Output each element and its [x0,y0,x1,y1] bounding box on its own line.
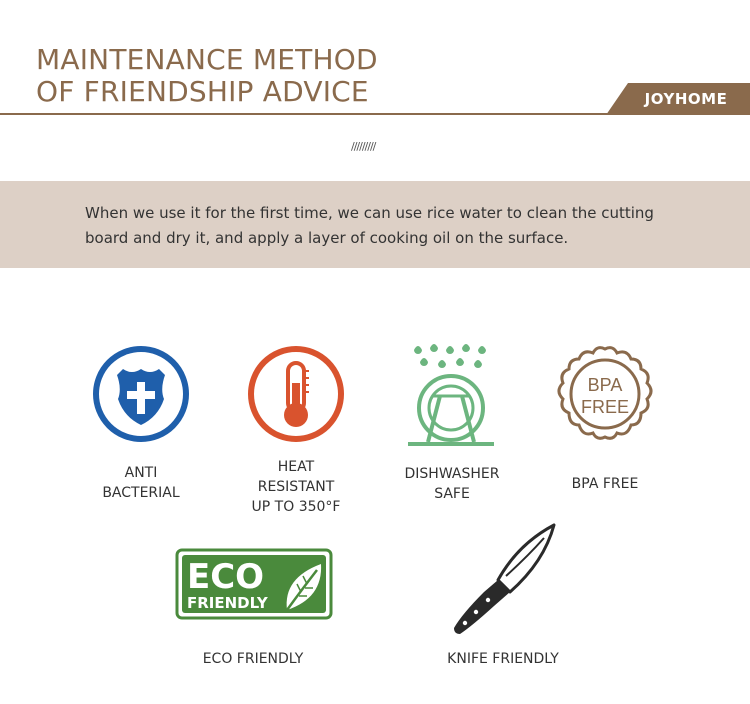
feature-label-anti-bacterial: ANTI BACTERIAL [102,465,180,501]
eco-friendly-icon [175,548,333,620]
decorative-separator: ///////// [351,140,376,153]
feature-label-bpa-free: BPA FREE [571,476,639,492]
brand-logo [606,83,750,115]
feature-label-dishwasher-safe: DISHWASHER SAFE [404,466,500,502]
knife-icon [448,522,558,638]
feature-label-eco-friendly: ECO FRIENDLY [202,651,304,667]
bpa-free-icon [551,341,659,447]
svg-text:FREE: FREE [580,397,630,417]
shield-cross-icon [92,345,190,443]
thermometer-icon [247,345,345,443]
title-line-1: MAINTENANCE METHOD [36,43,378,76]
svg-text:FRIENDLY: FRIENDLY [187,594,268,612]
dishwasher-icon [402,338,500,450]
title-line-2: OF FRIENDSHIP ADVICE [36,75,369,108]
brand-name: JOYHOME [644,90,728,108]
feature-label-heat-resistant: HEAT RESISTANT UP TO 350°F [251,459,341,515]
instruction-text: When we use it for the first time, we can use rice water to clean the cutting board and dry it, and apply a layer of cooking oil on the surface. [85,204,654,247]
feature-label-knife-friendly: KNIFE FRIENDLY [447,651,559,667]
page-title [36,44,378,108]
svg-text:BPA: BPA [587,375,623,395]
svg-text:ECO: ECO [187,557,265,597]
